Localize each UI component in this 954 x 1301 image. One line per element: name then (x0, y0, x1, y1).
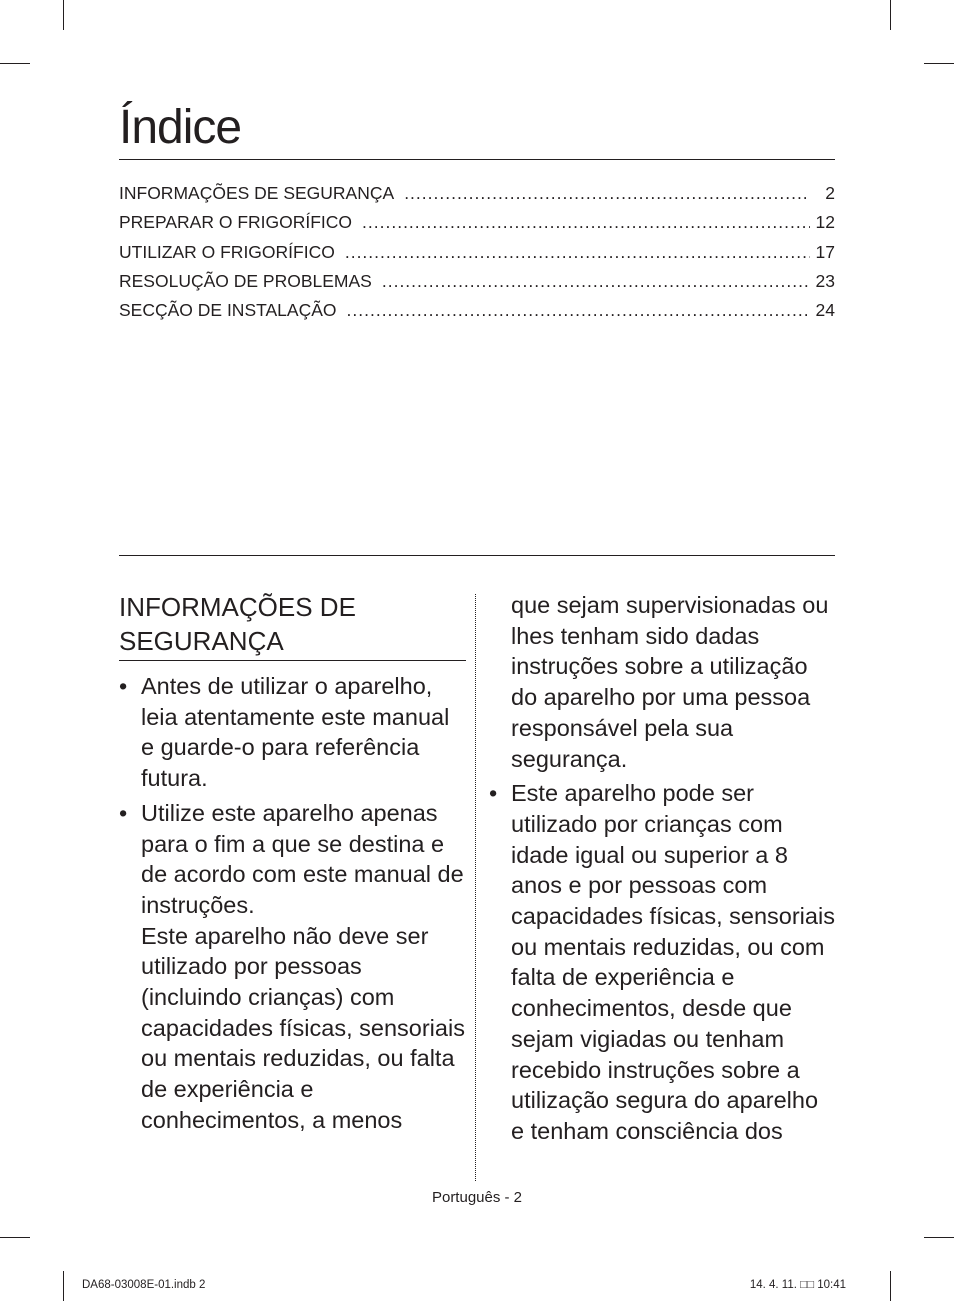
toc-leader (404, 183, 810, 204)
list-item (119, 798, 466, 1136)
crop-mark (890, 1271, 891, 1301)
bullet-text-continued: Este aparelho não deve ser utilizado por pessoas (incluindo crianças) com capacidades físicas, sensoriais ou mentais reduzidas, ou falta de experiência e conhecimentos, a menos (141, 922, 465, 1133)
bullet-icon: • (489, 780, 498, 807)
bullet-text: Este aparelho pode ser utilizado por crianças com idade igual ou superior a 8 anos e por pessoas com capacidades físicas, sensoriais ou mentais reduzidas, ou com falta de experiência e conhecimentos, desde que sejam vigiadas ou tenham recebido instruções sobre a utilização segura do aparelho e tenham consciência dos (511, 780, 835, 1144)
toc-item-installation[interactable] (119, 300, 835, 329)
toc-label: INFORMAÇÕES DE SEGURANÇA (119, 183, 395, 203)
toc-item-safety[interactable] (119, 183, 835, 212)
list-item (119, 671, 466, 794)
bullet-text: Utilize este aparelho apenas para o fim a que se destina e de acordo com este manual de instruções. (141, 799, 464, 918)
crop-mark (0, 1237, 30, 1238)
section-divider (119, 555, 835, 556)
toc-leader (347, 300, 810, 321)
toc-item-setup[interactable] (119, 212, 835, 241)
bullet-text: Antes de utilizar o aparelho, leia atentamente este manual e guarde-o para referência futura. (141, 673, 450, 792)
toc-leader (345, 242, 810, 263)
column-divider (475, 594, 476, 1181)
crop-mark (63, 0, 64, 30)
toc-page-number: 2 (825, 183, 835, 203)
toc-label: UTILIZAR O FRIGORÍFICO (119, 241, 335, 262)
title-divider (119, 159, 835, 160)
toc-page-number: 24 (815, 300, 835, 321)
crop-mark (924, 63, 954, 64)
crop-mark (924, 1237, 954, 1238)
print-slug-date: 14. 4. 11. □□ 10:41 (749, 1279, 846, 1291)
page-footer: Português - 2 (431, 1189, 523, 1206)
print-slug-file: DA68-03008E-01.indb 2 (82, 1279, 206, 1291)
toc-leader (362, 212, 810, 233)
bullet-list (119, 671, 466, 1136)
right-column (489, 590, 835, 1147)
left-column (119, 590, 466, 1136)
continued-text: que sejam supervisionadas ou lhes tenham sido dadas instruções sobre a utilização do aparelho por uma pessoa responsável pela sua segurança. (511, 592, 829, 772)
toc-label: SECÇÃO DE INSTALAÇÃO (119, 300, 337, 321)
toc-item-troubleshooting[interactable] (119, 271, 835, 300)
table-of-contents (119, 183, 835, 329)
bullet-icon: • (119, 799, 128, 826)
toc-page-number: 12 (815, 212, 835, 233)
page-title: Índice (119, 101, 242, 154)
toc-leader (382, 271, 810, 292)
crop-mark (890, 0, 891, 30)
toc-label: PREPARAR O FRIGORÍFICO (119, 212, 353, 233)
section-heading: INFORMAÇÕES DE SEGURANÇA (119, 590, 466, 661)
list-item (489, 778, 835, 1146)
bullet-icon: • (119, 673, 128, 699)
toc-label: RESOLUÇÃO DE PROBLEMAS (119, 270, 372, 291)
crop-mark (0, 63, 30, 64)
crop-mark (63, 1271, 64, 1301)
toc-page-number: 23 (815, 270, 835, 291)
toc-page-number: 17 (815, 241, 835, 262)
toc-item-operation[interactable] (119, 242, 835, 271)
bullet-list (489, 778, 835, 1146)
